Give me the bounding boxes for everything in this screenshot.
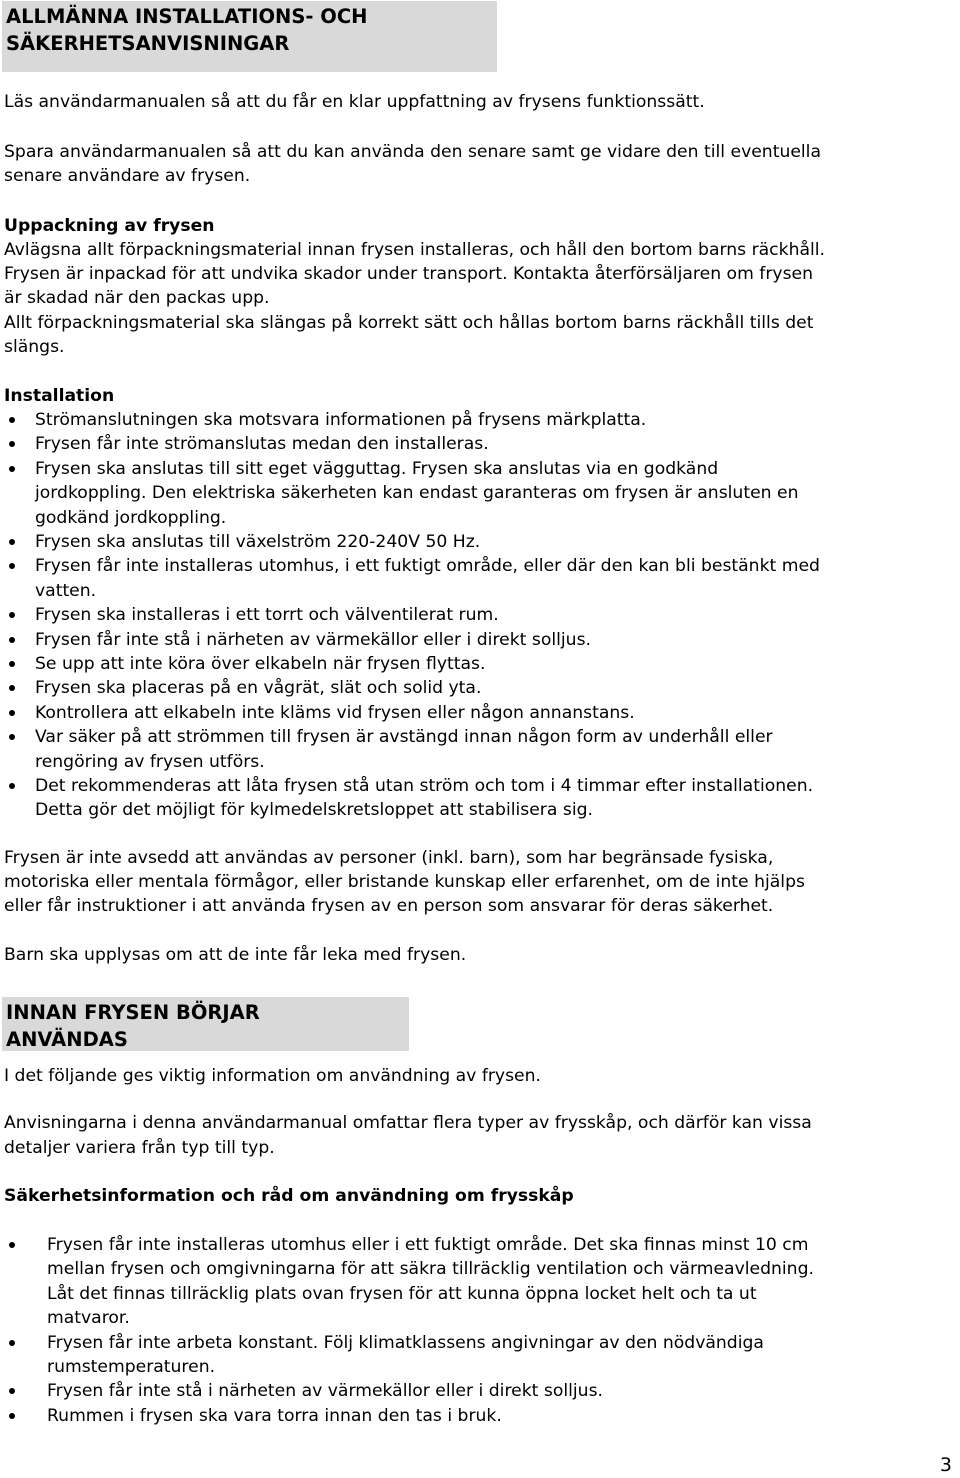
list-item-text: Frysen ska placeras på en vågrät, slät och solid yta. — [35, 678, 482, 699]
list-item-text: Frysen ska installeras i ett torrt och välventilerat rum. — [35, 605, 499, 626]
list-item-text: Kontrollera att elkabeln inte kläms vid frysen eller någon annanstans. — [35, 702, 635, 723]
list-item-text: Frysen får inte stå i närheten av värmekällor eller i direkt solljus. — [35, 629, 591, 650]
bullet-icon — [9, 783, 15, 789]
unpacking-text: Avlägsna allt förpackningsmaterial innan frysen installeras, och håll den bortom barns räckhåll. — [4, 240, 826, 260]
bullet-icon — [9, 685, 15, 691]
intro-paragraph: senare användare av frysen. — [4, 166, 251, 186]
bullet-icon — [9, 637, 15, 643]
subheading-safety-info: Säkerhetsinformation och råd om användning om frysskåp — [4, 1186, 574, 1206]
subheading-unpacking: Uppackning av frysen — [4, 216, 215, 236]
bullet-icon — [9, 466, 15, 472]
list-item-text: Låt det finnas tillräcklig plats ovan frysen för att kunna öppna locket helt och ta ut — [47, 1283, 757, 1304]
heading-line: INNAN FRYSEN BÖRJAR — [6, 1001, 260, 1024]
list-item-text: Se upp att inte köra över elkabeln när frysen flyttas. — [35, 654, 486, 674]
unpacking-text: slängs. — [4, 337, 65, 357]
list-item-text: Det rekommenderas att låta frysen stå utan ström och tom i 4 timmar efter installationen. — [35, 776, 814, 796]
bullet-icon — [9, 612, 15, 618]
list-item-text: matvaror. — [47, 1308, 130, 1329]
before-use-text: Anvisningarna i denna användarmanual omfattar flera typer av frysskåp, och därför kan vissa — [4, 1113, 812, 1133]
list-item-text: mellan frysen och omgivningarna för att säkra tillräcklig ventilation och värmeavledning. — [47, 1259, 814, 1280]
list-item-text: Var säker på att strömmen till frysen är avstängd innan någon form av underhåll eller — [35, 727, 773, 748]
list-item-text: Frysen får inte strömanslutas medan den installeras. — [35, 434, 489, 455]
before-use-text: I det följande ges viktig information om användning av frysen. — [4, 1066, 541, 1086]
bullet-icon — [9, 1242, 15, 1248]
section-heading-before-use — [2, 997, 409, 1051]
list-item-text: Frysen ska anslutas till sitt eget vägguttag. Frysen ska anslutas via en godkänd — [35, 458, 719, 479]
intro-paragraph: Spara användarmanualen så att du kan använda den senare samt ge vidare den till eventuella — [4, 142, 821, 162]
list-item-text: Rummen i frysen ska vara torra innan den tas i bruk. — [47, 1405, 502, 1426]
list-item-text: jordkoppling. Den elektriska säkerheten kan endast garanteras om frysen är ansluten en — [35, 483, 799, 504]
list-item-text: godkänd jordkoppling. — [35, 507, 227, 528]
list-item-text: rumstemperaturen. — [47, 1357, 216, 1377]
section-heading-safety — [2, 1, 497, 72]
bullet-icon — [9, 1340, 15, 1346]
list-item-text: Frysen får inte installeras utomhus, i ett fuktigt område, eller där den kan bli bestänkt med — [35, 556, 820, 577]
persons-text: motoriska eller mentala förmågor, eller bristande kunskap eller erfarenhet, om de inte hjälps — [4, 872, 805, 892]
list-item-text: Frysen får inte stå i närheten av värmekällor eller i direkt solljus. — [47, 1381, 603, 1402]
persons-text: eller får instruktioner i att använda frysen av en person som ansvarar för deras säkerhet. — [4, 896, 774, 916]
children-text: Barn ska upplysas om att de inte får leka med frysen. — [4, 945, 467, 965]
list-item-text: Frysen ska anslutas till växelström 220-240V 50 Hz. — [35, 532, 481, 552]
subheading-installation: Installation — [4, 386, 115, 406]
bullet-icon — [9, 539, 15, 545]
list-item-text: rengöring av frysen utförs. — [35, 751, 265, 772]
list-item-text: Strömanslutningen ska motsvara informationen på frysens märkplatta. — [35, 410, 647, 430]
unpacking-text: är skadad när den packas upp. — [4, 288, 270, 308]
list-item-text: Detta gör det möjligt för kylmedelskretsloppet att stabilisera sig. — [35, 800, 593, 821]
bullet-icon — [9, 563, 15, 569]
bullet-icon — [9, 661, 15, 667]
unpacking-text: Frysen är inpackad för att undvika skador under transport. Kontakta återförsäljaren om frysen — [4, 264, 813, 284]
heading-line: SÄKERHETSANVISNINGAR — [6, 32, 290, 55]
heading-line: ANVÄNDAS — [6, 1028, 128, 1051]
list-item-text: Frysen får inte arbeta konstant. Följ klimatklassens angivningar av den nödvändiga — [47, 1332, 764, 1353]
page-number: 3 — [939, 1454, 952, 1476]
heading-line: ALLMÄNNA INSTALLATIONS- OCH — [6, 5, 368, 28]
bullet-icon — [9, 734, 15, 740]
bullet-icon — [9, 417, 15, 423]
bullet-icon — [9, 1413, 15, 1419]
unpacking-text: Allt förpackningsmaterial ska slängas på korrekt sätt och hållas bortom barns räckhåll tills det — [4, 313, 814, 333]
list-item-text: vatten. — [35, 580, 97, 601]
bullet-icon — [9, 1388, 15, 1394]
list-item-text: Frysen får inte installeras utomhus eller i ett fuktigt område. Det ska finnas minst 10 cm — [47, 1235, 809, 1255]
bullet-icon — [9, 710, 15, 716]
intro-paragraph: Läs användarmanualen så att du får en klar uppfattning av frysens funktionssätt. — [4, 92, 705, 112]
bullet-icon — [9, 441, 15, 447]
persons-text: Frysen är inte avsedd att användas av personer (inkl. barn), som har begränsade fysiska, — [4, 848, 774, 868]
before-use-text: detaljer variera från typ till typ. — [4, 1138, 275, 1158]
